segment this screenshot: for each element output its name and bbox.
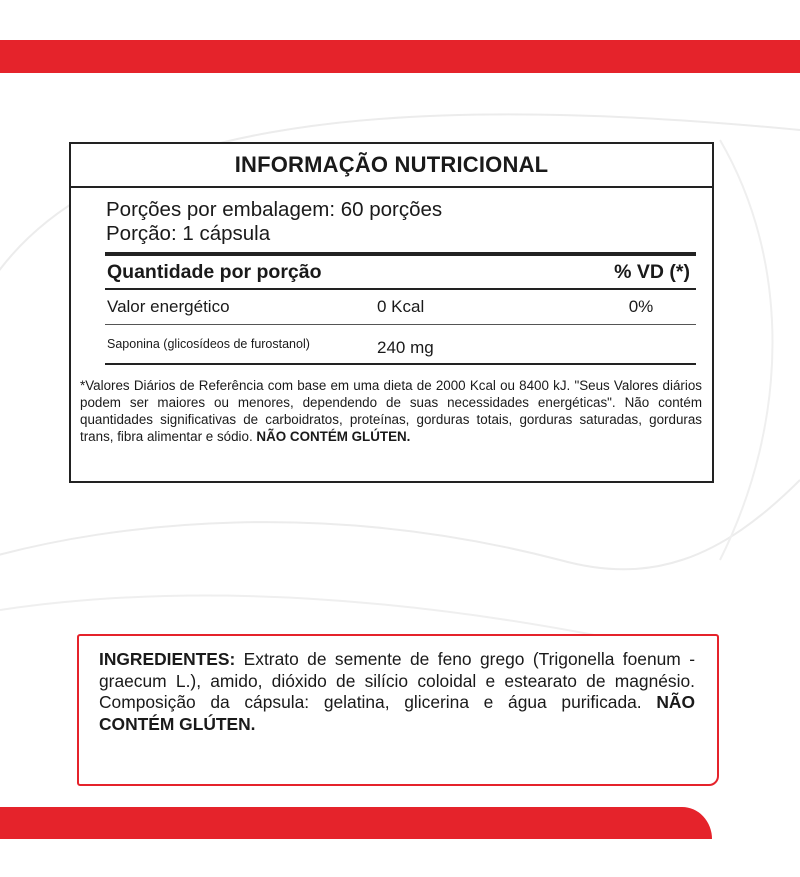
nutrient-name: Valor energético (107, 297, 230, 316)
serving-info (71, 188, 712, 246)
ingredients-list: Extrato de semente de feno grego (Trigonella foenum - graecum L.), amido, dióxido de silício coloidal e estearato de magnésio. Composição da cápsula: gelatina, glicerina e água purificada. (99, 649, 695, 712)
vd-header: % VD (*) (614, 260, 690, 283)
table-bottom-divider (105, 363, 696, 365)
nutrient-amount: 0 Kcal (377, 297, 425, 316)
ingredients-text-block (99, 649, 695, 735)
table-row (105, 290, 696, 324)
nutrient-name: Saponina (glicosídeos de furostanol) (107, 337, 310, 351)
ingredients-label: INGREDIENTES: (99, 649, 236, 669)
ingredients-box (77, 634, 719, 786)
footnote-text: *Valores Diários de Referência com base em uma dieta de 2000 Kcal ou 8400 kJ. "Seus Valores diários podem ser maiores ou menores, dependendo de suas necessidades energéticas". Não contém quantidades significativas de carboidratos, proteínas, gorduras totais, gorduras saturadas, gorduras trans, fibra alimentar e sódio. (80, 378, 702, 444)
nutrient-amount: 240 mg (377, 338, 434, 357)
nutrition-facts-table (69, 142, 714, 483)
serving-size: Porção: 1 cápsula (106, 222, 271, 245)
bottom-red-band (0, 807, 712, 839)
footnote (80, 377, 702, 445)
nutrition-title: INFORMAÇÃO NUTRICIONAL (71, 144, 712, 188)
quantity-header: Quantidade por porção (107, 260, 322, 283)
gluten-free-note: NÃO CONTÉM GLÚTEN. (256, 429, 411, 444)
table-row (105, 325, 696, 363)
nutrient-vd: 0% (628, 297, 654, 316)
table-header-row (105, 256, 696, 288)
servings-per-package: Porções por embalagem: 60 porções (106, 198, 443, 221)
ingredients-gluten-note: NÃO CONTÉM GLÚTEN. (99, 692, 695, 734)
